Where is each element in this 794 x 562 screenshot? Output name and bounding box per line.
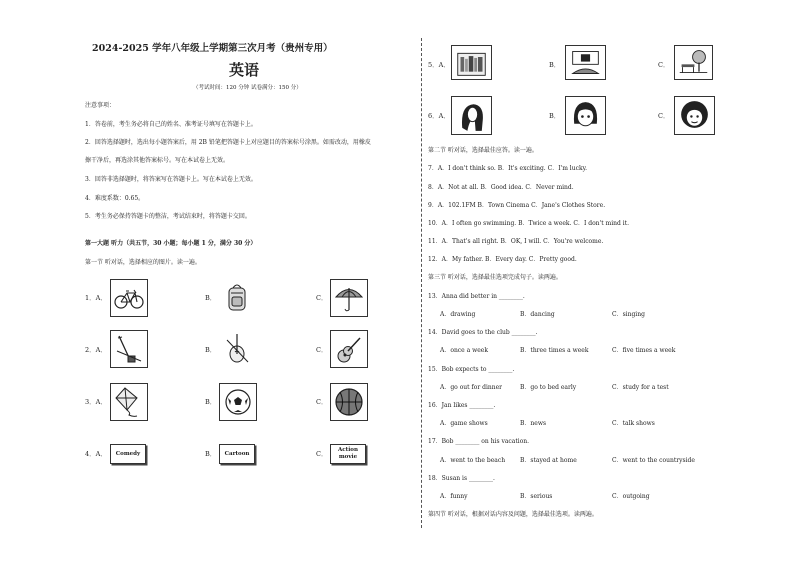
option-b-label: B． [205,450,217,458]
option-a[interactable]: A．went to the beach [440,457,506,464]
question-number: 5．A． [428,61,450,69]
option-b[interactable]: B．go to bed early [520,384,577,391]
section2-heading: 第二节 听对话，选择最佳应答。读一遍。 [428,147,538,154]
option-c-label: C． [316,450,328,458]
column-divider [421,38,422,528]
cartoon-card[interactable]: Cartoon [219,444,255,464]
note-item: 擦干净后，再选涂其他答案标号。写在本试卷上无效。 [85,157,230,164]
question-stem: 14．David goes to the club ________. [428,329,538,336]
park-bench-icon[interactable] [674,45,713,80]
option-b[interactable]: B．three times a week [520,347,589,354]
question-stem: 17．Bob ________ on his vacation. [428,438,530,445]
option-b[interactable]: B．news [520,420,547,427]
option-a[interactable]: A．drawing [440,311,476,318]
comedy-card[interactable]: Comedy [110,444,146,464]
question-stem: 16．Jan likes ________. [428,402,496,409]
option-b-label: B． [205,346,217,354]
long-hair-girl-icon[interactable] [451,96,492,135]
section4-heading: 第四节 听对话，根据对话内容及问题，选择最佳选项。读两遍。 [428,511,598,518]
option-c-label: C． [658,61,670,69]
question-number: 3．A． [85,398,107,406]
option-c-label: C． [316,398,328,406]
exam-info: （考试时间：120 分钟 试卷满分：150 分） [193,85,302,91]
section3-heading: 第三节 听对话，选择最佳选项完成句子。读两遍。 [428,274,562,281]
question-number: 2．A． [85,346,107,354]
question-number: 6．A． [428,112,450,120]
option-b[interactable]: B．serious [520,493,553,500]
note-item: 3．回答非选择题时，将答案写在答题卡上。写在本试卷上无效。 [85,176,257,183]
bookshelf-icon[interactable] [451,45,492,80]
short-hair-girl-icon[interactable] [565,96,606,135]
section2-item: 7．A．I don't think so. B．It's exciting. C．I'm lucky. [428,165,588,172]
option-b-label: B． [205,398,217,406]
question-stem: 13．Anna did better in ________. [428,293,525,300]
option-a[interactable]: A．game shows [440,420,488,427]
notes-heading: 注意事项： [85,102,116,109]
option-a[interactable]: A．once a week [440,347,488,354]
option-c[interactable]: C．five times a week [612,347,676,354]
option-b-label: B． [205,294,217,302]
option-a[interactable]: A．funny [440,493,468,500]
section2-item: 8．A．Not at all. B．Good idea. C．Never mind. [428,184,574,191]
part1-heading: 第一大题 听力（共五节，30 小题；每小题 1 分，满分 30 分） [85,240,257,247]
guitar-icon[interactable] [330,330,368,368]
section2-item: 11．A．That's all right. B．OK, I will. C．You're welcome. [428,238,604,245]
section1-heading: 第一节 听对话，选择相应的图片。读一遍。 [85,259,201,266]
soccer-ball-icon[interactable] [219,383,257,421]
action-movie-card[interactable]: Action movie [330,444,366,464]
exam-title: 2024-2025 学年八年级上学期第三次月考（贵州专用） [92,43,333,54]
option-c[interactable]: C．singing [612,311,645,318]
umbrella-icon[interactable] [330,279,368,317]
option-b-label: B． [549,61,561,69]
option-c[interactable]: C．went to the countryside [612,457,695,464]
section2-item: 10．A．I often go swimming. B．Twice a week. C．I don't mind it. [428,220,629,227]
note-item: 5．考生务必保持答题卡的整洁，考试结束时，将答题卡交回。 [85,213,251,220]
option-c-label: C． [316,346,328,354]
option-c[interactable]: C．study for a test [612,384,669,391]
backpack-icon[interactable] [219,279,255,315]
subject-title: 英语 [229,61,260,79]
question-stem: 18．Susan is ________. [428,475,495,482]
section2-item: 12．A．My father. B．Every day. C．Pretty good. [428,256,577,263]
option-b[interactable]: B．dancing [520,311,555,318]
note-item: 2．回答选择题时，选出每小题答案后，用 2B 铅笔把答题卡上对应题目的答案标号涂黑。如需改动，用橡皮 [85,139,371,146]
option-c-label: C． [316,294,328,302]
bicycle-icon[interactable] [110,279,148,317]
option-a[interactable]: A．go out for dinner [440,384,503,391]
question-stem: 15．Bob expects to ________. [428,366,515,373]
section2-item: 9．A．102.1FM B．Town Cinema C．Jane's Clothes Store. [428,202,606,209]
question-number: 4．A． [85,450,107,458]
note-item: 1．答卷前，考生务必将自己的姓名、准考证号填写在答题卡上。 [85,121,257,128]
kite-icon[interactable] [110,383,148,421]
question-number: 1．A． [85,294,107,302]
erhu-icon[interactable] [110,330,148,368]
option-c[interactable]: C．outgoing [612,493,650,500]
option-c[interactable]: C．talk shows [612,420,655,427]
cinema-icon[interactable] [565,45,606,80]
option-c-label: C． [658,112,670,120]
option-b-label: B． [549,112,561,120]
violin-icon[interactable] [219,330,255,366]
note-item: 4．难度系数：0.65。 [85,195,145,202]
basketball-icon[interactable] [330,383,368,421]
option-b[interactable]: B．stayed at home [520,457,577,464]
curly-hair-girl-icon[interactable] [674,96,715,135]
